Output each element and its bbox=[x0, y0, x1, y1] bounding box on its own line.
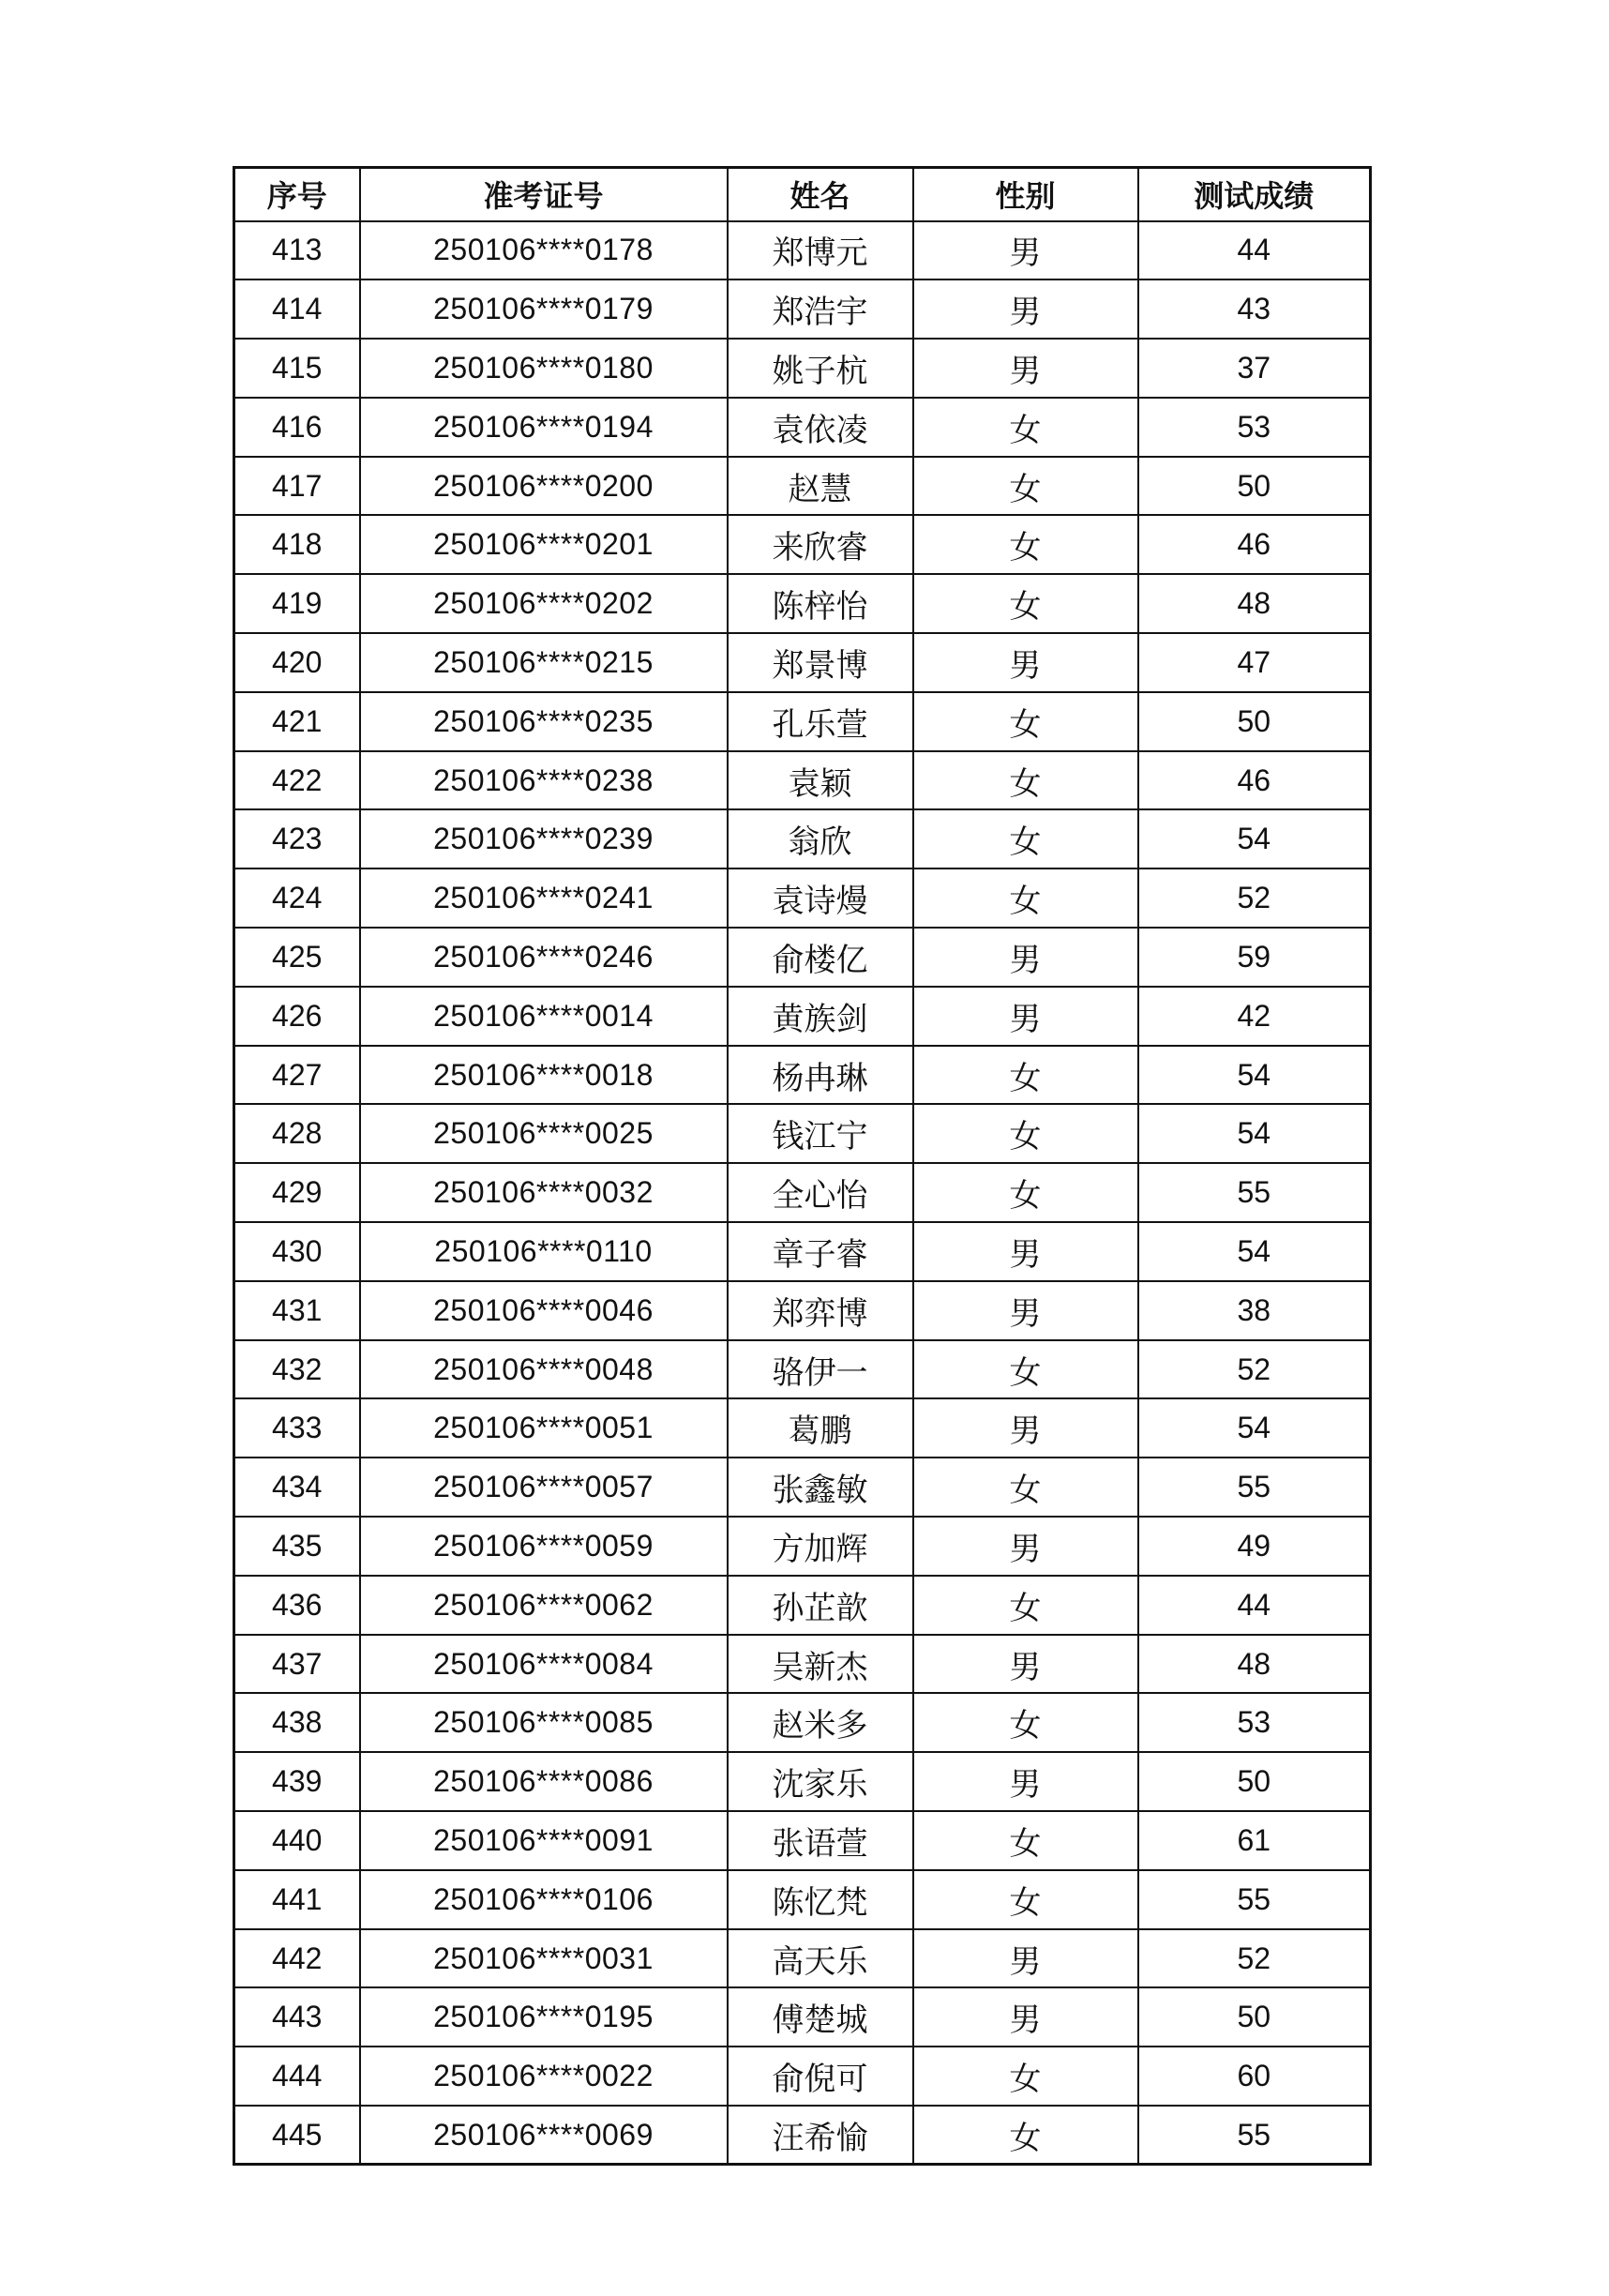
table-row bbox=[234, 1929, 1371, 1988]
cell-score: 49 bbox=[1138, 1517, 1371, 1576]
cell-gender: 男 bbox=[913, 1929, 1138, 1988]
table-row bbox=[234, 515, 1371, 574]
cell-name: 俞倪可 bbox=[728, 2047, 913, 2106]
cell-score: 38 bbox=[1138, 1281, 1371, 1340]
cell-score: 55 bbox=[1138, 1458, 1371, 1517]
cell-score: 55 bbox=[1138, 1163, 1371, 1222]
cell-ticket: 250106****0031 bbox=[360, 1929, 728, 1988]
cell-name: 黄族剑 bbox=[728, 987, 913, 1046]
cell-seq: 436 bbox=[234, 1576, 360, 1635]
table-row bbox=[234, 279, 1371, 339]
cell-seq: 444 bbox=[234, 2047, 360, 2106]
table-row bbox=[234, 457, 1371, 516]
cell-score: 47 bbox=[1138, 633, 1371, 692]
cell-score: 50 bbox=[1138, 457, 1371, 516]
cell-name: 吴新杰 bbox=[728, 1635, 913, 1694]
cell-score: 55 bbox=[1138, 2106, 1371, 2165]
cell-ticket: 250106****0062 bbox=[360, 1576, 728, 1635]
cell-score: 46 bbox=[1138, 751, 1371, 810]
cell-score: 54 bbox=[1138, 1222, 1371, 1281]
cell-score: 54 bbox=[1138, 809, 1371, 869]
cell-seq: 435 bbox=[234, 1517, 360, 1576]
cell-ticket: 250106****0201 bbox=[360, 515, 728, 574]
cell-name: 赵米多 bbox=[728, 1693, 913, 1752]
table-row bbox=[234, 1811, 1371, 1870]
cell-ticket: 250106****0022 bbox=[360, 2047, 728, 2106]
cell-seq: 440 bbox=[234, 1811, 360, 1870]
cell-ticket: 250106****0032 bbox=[360, 1163, 728, 1222]
cell-ticket: 250106****0085 bbox=[360, 1693, 728, 1752]
table-row bbox=[234, 1987, 1371, 2047]
cell-seq: 428 bbox=[234, 1104, 360, 1163]
cell-gender: 男 bbox=[913, 339, 1138, 398]
cell-gender: 女 bbox=[913, 692, 1138, 751]
cell-seq: 422 bbox=[234, 751, 360, 810]
cell-ticket: 250106****0241 bbox=[360, 869, 728, 928]
cell-ticket: 250106****0215 bbox=[360, 633, 728, 692]
cell-gender: 男 bbox=[913, 279, 1138, 339]
cell-ticket: 250106****0202 bbox=[360, 574, 728, 633]
cell-seq: 442 bbox=[234, 1929, 360, 1988]
cell-seq: 429 bbox=[234, 1163, 360, 1222]
cell-gender: 女 bbox=[913, 2106, 1138, 2165]
cell-name: 郑景博 bbox=[728, 633, 913, 692]
cell-seq: 414 bbox=[234, 279, 360, 339]
cell-name: 钱江宁 bbox=[728, 1104, 913, 1163]
cell-seq: 421 bbox=[234, 692, 360, 751]
cell-seq: 416 bbox=[234, 398, 360, 457]
cell-ticket: 250106****0014 bbox=[360, 987, 728, 1046]
cell-seq: 417 bbox=[234, 457, 360, 516]
table-row bbox=[234, 2047, 1371, 2106]
cell-score: 53 bbox=[1138, 1693, 1371, 1752]
cell-ticket: 250106****0018 bbox=[360, 1046, 728, 1105]
cell-score: 48 bbox=[1138, 574, 1371, 633]
cell-gender: 男 bbox=[913, 633, 1138, 692]
cell-gender: 女 bbox=[913, 1693, 1138, 1752]
cell-name: 孙芷歆 bbox=[728, 1576, 913, 1635]
cell-seq: 420 bbox=[234, 633, 360, 692]
cell-name: 翁欣 bbox=[728, 809, 913, 869]
cell-seq: 415 bbox=[234, 339, 360, 398]
cell-name: 骆伊一 bbox=[728, 1340, 913, 1399]
cell-name: 赵慧 bbox=[728, 457, 913, 516]
cell-ticket: 250106****0046 bbox=[360, 1281, 728, 1340]
cell-seq: 413 bbox=[234, 221, 360, 280]
table-row bbox=[234, 1576, 1371, 1635]
table-row bbox=[234, 1104, 1371, 1163]
cell-score: 50 bbox=[1138, 1752, 1371, 1811]
cell-gender: 男 bbox=[913, 1752, 1138, 1811]
table-row bbox=[234, 574, 1371, 633]
cell-ticket: 250106****0200 bbox=[360, 457, 728, 516]
cell-gender: 女 bbox=[913, 2047, 1138, 2106]
cell-seq: 431 bbox=[234, 1281, 360, 1340]
header-seq: 序号 bbox=[234, 168, 360, 221]
cell-score: 55 bbox=[1138, 1870, 1371, 1929]
cell-ticket: 250106****0086 bbox=[360, 1752, 728, 1811]
table-row bbox=[234, 398, 1371, 457]
cell-name: 沈家乐 bbox=[728, 1752, 913, 1811]
cell-ticket: 250106****0069 bbox=[360, 2106, 728, 2165]
cell-seq: 430 bbox=[234, 1222, 360, 1281]
cell-gender: 女 bbox=[913, 809, 1138, 869]
table-row bbox=[234, 869, 1371, 928]
table-row bbox=[234, 1517, 1371, 1576]
cell-ticket: 250106****0179 bbox=[360, 279, 728, 339]
cell-name: 袁依凌 bbox=[728, 398, 913, 457]
cell-name: 方加辉 bbox=[728, 1517, 913, 1576]
table-row bbox=[234, 1222, 1371, 1281]
table-row bbox=[234, 809, 1371, 869]
cell-gender: 男 bbox=[913, 928, 1138, 987]
cell-gender: 女 bbox=[913, 398, 1138, 457]
table-header bbox=[234, 168, 1371, 221]
header-row bbox=[234, 168, 1371, 221]
table-row bbox=[234, 1635, 1371, 1694]
cell-ticket: 250106****0178 bbox=[360, 221, 728, 280]
cell-gender: 男 bbox=[913, 1281, 1138, 1340]
cell-ticket: 250106****0051 bbox=[360, 1398, 728, 1458]
table-row bbox=[234, 1340, 1371, 1399]
table-row bbox=[234, 1752, 1371, 1811]
cell-seq: 439 bbox=[234, 1752, 360, 1811]
cell-name: 全心怡 bbox=[728, 1163, 913, 1222]
header-gender: 性别 bbox=[913, 168, 1138, 221]
table-row bbox=[234, 751, 1371, 810]
cell-name: 袁颖 bbox=[728, 751, 913, 810]
cell-score: 46 bbox=[1138, 515, 1371, 574]
cell-ticket: 250106****0238 bbox=[360, 751, 728, 810]
score-table bbox=[233, 166, 1372, 2166]
cell-ticket: 250106****0110 bbox=[360, 1222, 728, 1281]
cell-seq: 418 bbox=[234, 515, 360, 574]
cell-gender: 女 bbox=[913, 1046, 1138, 1105]
cell-ticket: 250106****0025 bbox=[360, 1104, 728, 1163]
cell-seq: 441 bbox=[234, 1870, 360, 1929]
cell-score: 37 bbox=[1138, 339, 1371, 398]
cell-seq: 423 bbox=[234, 809, 360, 869]
table-row bbox=[234, 1046, 1371, 1105]
cell-gender: 男 bbox=[913, 1222, 1138, 1281]
cell-name: 来欣睿 bbox=[728, 515, 913, 574]
table-row bbox=[234, 1163, 1371, 1222]
cell-ticket: 250106****0195 bbox=[360, 1987, 728, 2047]
table-row bbox=[234, 633, 1371, 692]
cell-score: 48 bbox=[1138, 1635, 1371, 1694]
table-row bbox=[234, 692, 1371, 751]
cell-score: 54 bbox=[1138, 1104, 1371, 1163]
header-name: 姓名 bbox=[728, 168, 913, 221]
cell-gender: 男 bbox=[913, 221, 1138, 280]
cell-gender: 女 bbox=[913, 869, 1138, 928]
cell-name: 张鑫敏 bbox=[728, 1458, 913, 1517]
cell-gender: 男 bbox=[913, 1517, 1138, 1576]
table-row bbox=[234, 221, 1371, 280]
cell-gender: 女 bbox=[913, 1811, 1138, 1870]
cell-score: 53 bbox=[1138, 398, 1371, 457]
cell-ticket: 250106****0048 bbox=[360, 1340, 728, 1399]
cell-name: 张语萱 bbox=[728, 1811, 913, 1870]
cell-score: 50 bbox=[1138, 1987, 1371, 2047]
cell-score: 44 bbox=[1138, 221, 1371, 280]
table-row bbox=[234, 987, 1371, 1046]
cell-name: 傅楚城 bbox=[728, 1987, 913, 2047]
cell-gender: 女 bbox=[913, 1340, 1138, 1399]
cell-gender: 女 bbox=[913, 1163, 1138, 1222]
cell-ticket: 250106****0239 bbox=[360, 809, 728, 869]
cell-score: 52 bbox=[1138, 1340, 1371, 1399]
cell-gender: 女 bbox=[913, 1576, 1138, 1635]
cell-score: 59 bbox=[1138, 928, 1371, 987]
cell-seq: 432 bbox=[234, 1340, 360, 1399]
cell-score: 44 bbox=[1138, 1576, 1371, 1635]
cell-ticket: 250106****0057 bbox=[360, 1458, 728, 1517]
cell-seq: 443 bbox=[234, 1987, 360, 2047]
cell-ticket: 250106****0091 bbox=[360, 1811, 728, 1870]
cell-seq: 434 bbox=[234, 1458, 360, 1517]
cell-seq: 438 bbox=[234, 1693, 360, 1752]
cell-score: 52 bbox=[1138, 1929, 1371, 1988]
table-row bbox=[234, 1281, 1371, 1340]
cell-gender: 女 bbox=[913, 457, 1138, 516]
cell-seq: 426 bbox=[234, 987, 360, 1046]
cell-score: 50 bbox=[1138, 692, 1371, 751]
table-body bbox=[234, 221, 1371, 2165]
cell-name: 郑博元 bbox=[728, 221, 913, 280]
cell-seq: 419 bbox=[234, 574, 360, 633]
table-row bbox=[234, 1398, 1371, 1458]
cell-gender: 女 bbox=[913, 515, 1138, 574]
cell-gender: 女 bbox=[913, 751, 1138, 810]
cell-seq: 433 bbox=[234, 1398, 360, 1458]
cell-ticket: 250106****0235 bbox=[360, 692, 728, 751]
cell-gender: 男 bbox=[913, 987, 1138, 1046]
cell-name: 姚子杭 bbox=[728, 339, 913, 398]
cell-seq: 427 bbox=[234, 1046, 360, 1105]
cell-name: 章子睿 bbox=[728, 1222, 913, 1281]
cell-gender: 女 bbox=[913, 1104, 1138, 1163]
cell-name: 陈梓怡 bbox=[728, 574, 913, 633]
cell-score: 54 bbox=[1138, 1398, 1371, 1458]
cell-score: 42 bbox=[1138, 987, 1371, 1046]
cell-seq: 424 bbox=[234, 869, 360, 928]
cell-ticket: 250106****0180 bbox=[360, 339, 728, 398]
table-row bbox=[234, 928, 1371, 987]
cell-seq: 425 bbox=[234, 928, 360, 987]
cell-gender: 女 bbox=[913, 574, 1138, 633]
header-score: 测试成绩 bbox=[1138, 168, 1371, 221]
cell-gender: 男 bbox=[913, 1398, 1138, 1458]
cell-name: 郑浩宇 bbox=[728, 279, 913, 339]
cell-ticket: 250106****0246 bbox=[360, 928, 728, 987]
cell-ticket: 250106****0084 bbox=[360, 1635, 728, 1694]
cell-name: 高天乐 bbox=[728, 1929, 913, 1988]
cell-seq: 437 bbox=[234, 1635, 360, 1694]
cell-gender: 男 bbox=[913, 1635, 1138, 1694]
cell-gender: 女 bbox=[913, 1458, 1138, 1517]
cell-name: 葛鹏 bbox=[728, 1398, 913, 1458]
table-row bbox=[234, 339, 1371, 398]
cell-name: 郑弈博 bbox=[728, 1281, 913, 1340]
cell-score: 61 bbox=[1138, 1811, 1371, 1870]
cell-name: 孔乐萱 bbox=[728, 692, 913, 751]
cell-score: 52 bbox=[1138, 869, 1371, 928]
cell-name: 俞楼亿 bbox=[728, 928, 913, 987]
cell-score: 43 bbox=[1138, 279, 1371, 339]
cell-name: 陈忆梵 bbox=[728, 1870, 913, 1929]
cell-ticket: 250106****0059 bbox=[360, 1517, 728, 1576]
table-row bbox=[234, 1870, 1371, 1929]
cell-name: 汪希愉 bbox=[728, 2106, 913, 2165]
cell-score: 54 bbox=[1138, 1046, 1371, 1105]
header-ticket: 准考证号 bbox=[360, 168, 728, 221]
cell-score: 60 bbox=[1138, 2047, 1371, 2106]
table-row bbox=[234, 2106, 1371, 2165]
cell-seq: 445 bbox=[234, 2106, 360, 2165]
cell-gender: 男 bbox=[913, 1987, 1138, 2047]
cell-ticket: 250106****0194 bbox=[360, 398, 728, 457]
cell-name: 杨冉琳 bbox=[728, 1046, 913, 1105]
cell-name: 袁诗熳 bbox=[728, 869, 913, 928]
table-row bbox=[234, 1693, 1371, 1752]
cell-ticket: 250106****0106 bbox=[360, 1870, 728, 1929]
table-row bbox=[234, 1458, 1371, 1517]
cell-gender: 女 bbox=[913, 1870, 1138, 1929]
